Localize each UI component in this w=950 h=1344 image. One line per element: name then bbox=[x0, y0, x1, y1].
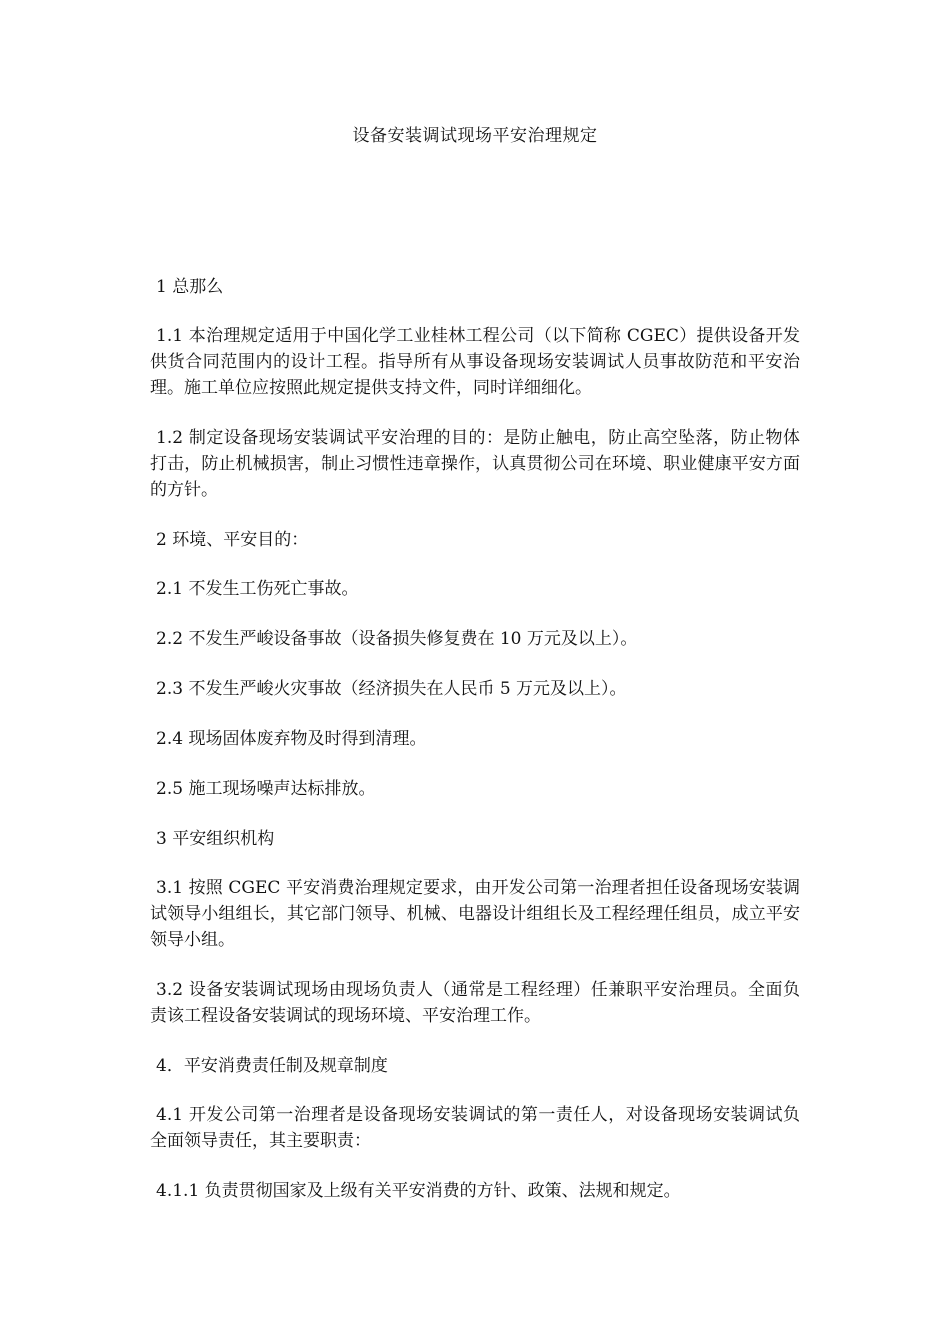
section-heading-1: 1 总那么 bbox=[156, 277, 224, 297]
paragraph-1-1: 1.1 本治理规定适用于中国化学工业桂林工程公司（以下简称 CGEC）提供设备开发供货合同范围内的设计工程。指导所有从事设备现场安装调试人员事故防范和平安治理。施工单位应按照此规定提供支持文件，同时详细细化。 bbox=[150, 326, 800, 398]
section-heading-3: 3 平安组织机构 bbox=[156, 829, 275, 849]
paragraph-2-4: 2.4 现场固体废弃物及时得到清理。 bbox=[156, 729, 427, 749]
paragraph-2-3: 2.3 不发生严峻火灾事故（经济损失在人民币 5 万元及以上）。 bbox=[156, 679, 627, 699]
paragraph-2-1: 2.1 不发生工伤死亡事故。 bbox=[156, 579, 359, 599]
document-title: 设备安装调试现场平安治理规定 bbox=[352, 126, 598, 146]
paragraph-4-1-1: 4.1.1 负责贯彻国家及上级有关平安消费的方针、政策、法规和规定。 bbox=[156, 1181, 681, 1201]
paragraph-2-5: 2.5 施工现场噪声达标排放。 bbox=[156, 779, 376, 799]
paragraph-2-2: 2.2 不发生严峻设备事故（设备损失修复费在 10 万元及以上）。 bbox=[156, 629, 638, 649]
section-heading-4: 4．平安消费责任制及规章制度 bbox=[156, 1056, 388, 1076]
paragraph-3-1: 3.1 按照 CGEC 平安消费治理规定要求，由开发公司第一治理者担任设备现场安装调试领导小组组长，其它部门领导、机械、电器设计组组长及工程经理任组员，成立平安领导小组。 bbox=[150, 878, 800, 950]
document-body bbox=[150, 274, 800, 1228]
paragraph-1-2: 1.2 制定设备现场安装调试平安治理的目的：是防止触电，防止高空坠落，防止物体打击，防止机械损害，制止习惯性违章操作，认真贯彻公司在环境、职业健康平安方面的方针。 bbox=[150, 428, 800, 500]
paragraph-3-2: 3.2 设备安装调试现场由现场负责人（通常是工程经理）任兼职平安治理员。全面负责该工程设备安装调试的现场环境、平安治理工作。 bbox=[150, 980, 800, 1026]
paragraph-4-1: 4.1 开发公司第一治理者是设备现场安装调试的第一责任人，对设备现场安装调试负全面领导责任，其主要职责： bbox=[150, 1105, 800, 1151]
section-heading-2: 2 环境、平安目的： bbox=[156, 530, 309, 550]
